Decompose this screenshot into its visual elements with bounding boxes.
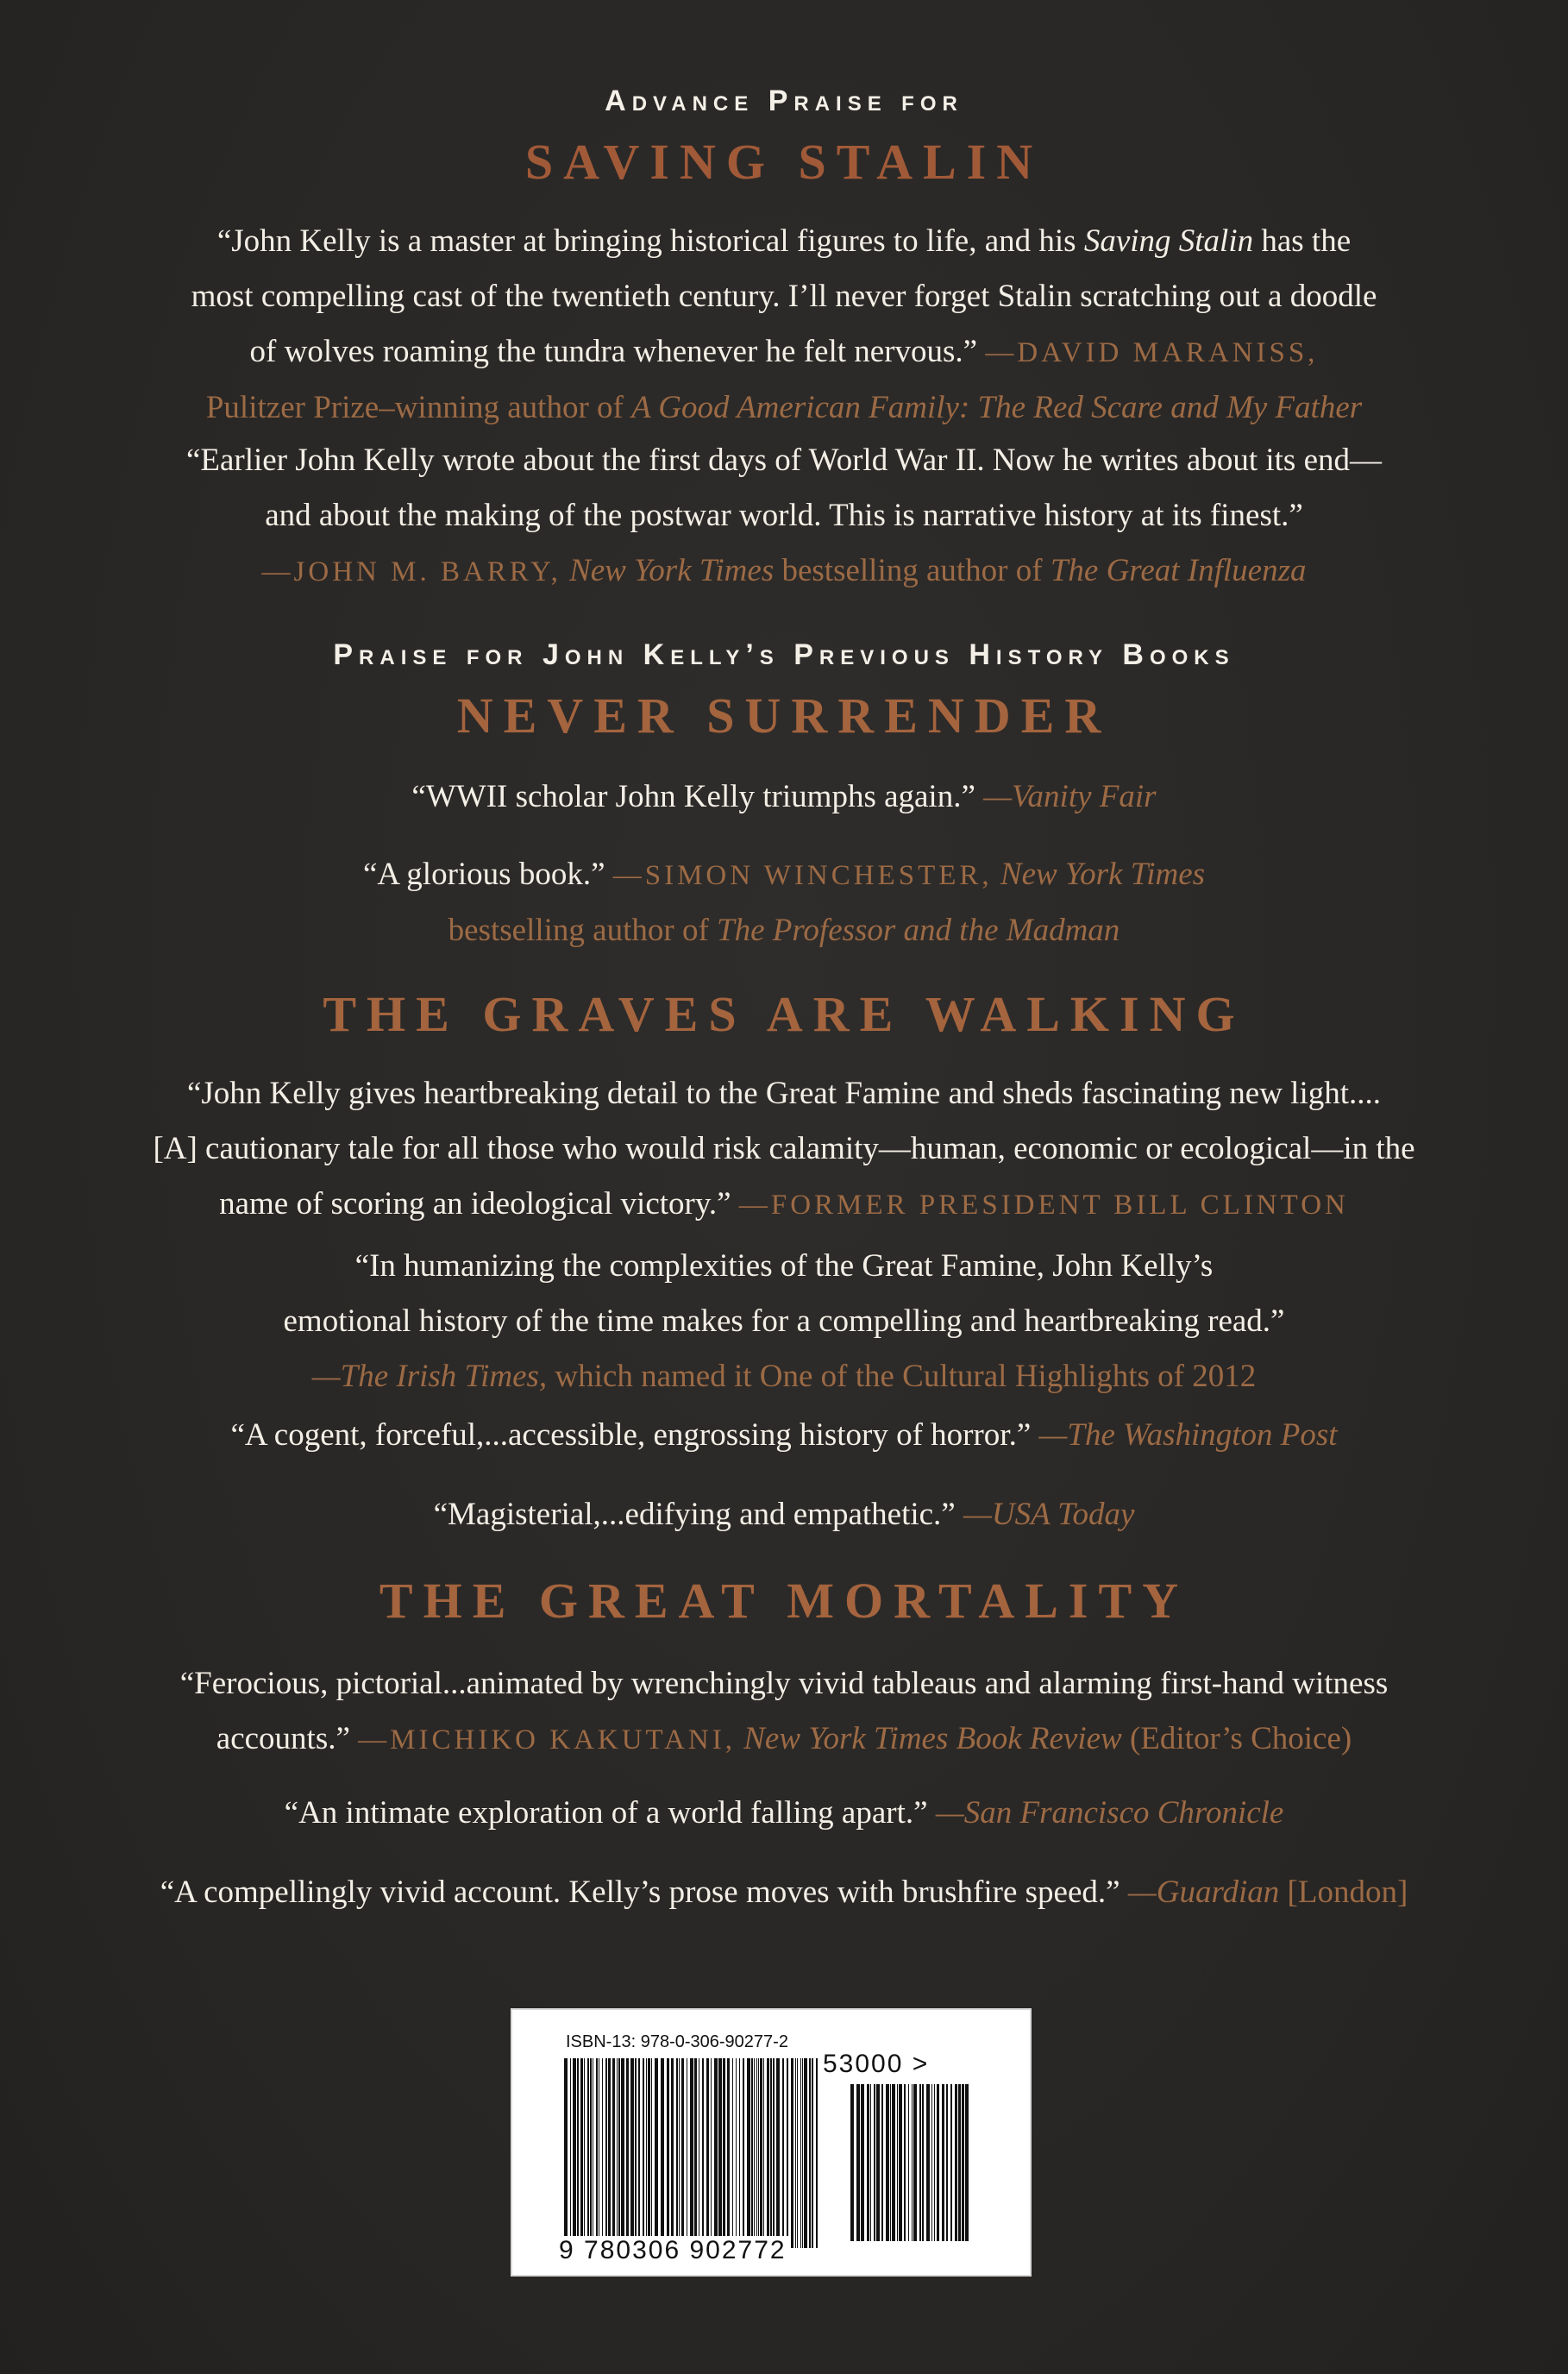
barcode-bar <box>919 2084 921 2241</box>
advance-praise-heading: Advance Praise for <box>605 85 963 117</box>
barcode-bar <box>800 2058 801 2248</box>
barcode-bar <box>770 2058 772 2248</box>
barcode-bar <box>758 2058 759 2248</box>
barcode-bar <box>913 2084 917 2241</box>
barcode-bar <box>937 2084 939 2241</box>
barcode-bar <box>608 2058 611 2248</box>
barcode-bar <box>850 2084 854 2241</box>
barcode-bar <box>756 2058 757 2248</box>
publication: —The Washington Post <box>1038 1417 1338 1453</box>
barcode-bar <box>791 2058 793 2248</box>
quote-line <box>52 1177 1516 1233</box>
barcode-bar <box>736 2058 737 2248</box>
washington-post-quote <box>52 1408 1516 1463</box>
great-mortality-title: THE GREAT MORTALITY <box>379 1573 1189 1629</box>
attribution-text: bestselling author of <box>774 553 1051 588</box>
quote-line: “In humanizing the complexities of the Great Famine, John Kelly’s <box>354 1248 1214 1284</box>
barcode-bar <box>934 2084 935 2241</box>
barcode-bar <box>754 2058 755 2248</box>
barcode-bar <box>596 2058 598 2248</box>
sf-chronicle-quote <box>52 1786 1516 1841</box>
quote-line <box>52 214 1516 269</box>
guardian-quote <box>52 1865 1516 1920</box>
barcode-bar <box>782 2058 784 2248</box>
quote-text: has the <box>1253 223 1352 259</box>
publication: —Vanity Fair <box>983 779 1157 814</box>
quote-text: “An intimate exploration of a world falling apart.” <box>284 1795 928 1831</box>
barcode-bar <box>955 2084 957 2241</box>
barcode-bar <box>787 2058 788 2248</box>
barcode-bar <box>612 2058 615 2248</box>
barcode-bar <box>809 2058 811 2248</box>
barcode-bar <box>861 2084 864 2241</box>
attribution-text: which named it One of the Cultural Highlights of 2012 <box>547 1359 1257 1394</box>
barcode-bar <box>776 2058 780 2248</box>
barcode-bar <box>899 2084 902 2241</box>
vanity-fair-quote <box>52 769 1516 825</box>
book-title: A Good American Family: The Red Scare and My Father <box>631 390 1363 425</box>
clinton-quote <box>52 1066 1516 1233</box>
barcode-bar <box>747 2058 750 2248</box>
quote-text: accounts.” <box>216 1721 350 1756</box>
quote-text: of wolves roaming the tundra whenever he felt nervous.” <box>249 334 978 369</box>
barcode-bar <box>876 2084 880 2241</box>
barcode-bar <box>867 2084 869 2241</box>
barcode-bar <box>577 2058 579 2248</box>
barcode-bar <box>676 2058 678 2248</box>
barcode-bar <box>922 2084 924 2241</box>
barcode-bar <box>760 2058 762 2248</box>
barcode-bar <box>635 2058 637 2248</box>
barcode-bar <box>590 2058 592 2248</box>
attribution-name: —FORMER PRESIDENT BILL CLINTON <box>738 1190 1349 1221</box>
barcode-bar <box>605 2058 607 2248</box>
barcode-bar <box>679 2058 680 2248</box>
attribution-name: —JOHN M. BARRY, <box>261 556 561 587</box>
barcode-bar <box>718 2058 722 2248</box>
barcode-bar <box>602 2058 603 2248</box>
quote-text: name of scoring an ideological victory.” <box>219 1186 731 1222</box>
barcode-bar <box>908 2084 909 2241</box>
barcode-bar <box>942 2084 944 2241</box>
publication: —Guardian <box>1127 1875 1280 1910</box>
barcode-bar <box>958 2084 961 2241</box>
quote-line: “Earlier John Kelly wrote about the first days of World War II. Now he writes about its end— <box>185 443 1382 478</box>
quote-text: “A compellingly vivid account. Kelly’s prose moves with brushfire speed.” <box>160 1875 1120 1910</box>
barcode-digits: 9 780306 902772 <box>559 2236 787 2264</box>
barcode-label <box>511 2008 1032 2277</box>
quote-line: [A] cautionary tale for all those who would risk calamity—human, economic or ecological—in the <box>153 1131 1415 1166</box>
barcode-bar <box>617 2058 618 2248</box>
barcode-bar <box>584 2058 585 2248</box>
book-title: The Professor and the Madman <box>717 913 1120 948</box>
barcode-bar <box>706 2058 709 2248</box>
publication: New York Times <box>569 553 775 588</box>
barcode-bar <box>874 2084 875 2241</box>
barry-quote <box>52 433 1516 600</box>
quote-line: most compelling cast of the twentieth century. I’ll never forget Stalin scratching out a doodle <box>191 279 1377 314</box>
quote-text: “WWII scholar John Kelly triumphs again.” <box>411 779 975 814</box>
barcode-bar <box>816 2058 818 2248</box>
attribution-text: Pulitzer Prize–winning author of <box>205 390 632 425</box>
quote-text: “Magisterial,...edifying and empathetic.” <box>433 1497 956 1532</box>
barcode-bar <box>931 2084 932 2241</box>
barcode-bar <box>570 2058 571 2248</box>
attribution-line <box>52 543 1516 600</box>
barcode-bar <box>773 2058 775 2248</box>
book-title: Saving Stalin <box>1083 223 1254 259</box>
usa-today-quote <box>52 1487 1516 1542</box>
barcode-bar <box>904 2084 906 2241</box>
winchester-quote <box>52 847 1516 958</box>
barcode-bar <box>892 2084 895 2241</box>
quote-line: “John Kelly gives heartbreaking detail to the Great Famine and sheds fascinating new light.... <box>186 1076 1382 1111</box>
barcode-bar <box>648 2058 650 2248</box>
barcode-bar <box>965 2084 969 2241</box>
irish-times-quote <box>52 1239 1516 1404</box>
barcode-bar <box>926 2084 930 2241</box>
quote-line: emotional history of the time makes for a compelling and heartbreaking read.” <box>283 1303 1285 1339</box>
quote-line: “Ferocious, pictorial...animated by wrenchingly vivid tableaus and alarming first-hand witness <box>179 1666 1389 1701</box>
barcode-bar <box>812 2058 813 2248</box>
barcode-bar <box>804 2058 807 2248</box>
quote-line: and about the making of the postwar world. This is narrative history at its finest.” <box>265 498 1303 533</box>
barcode-bar <box>626 2058 629 2248</box>
attribution-line <box>52 1349 1516 1404</box>
attribution-name: —DAVID MARANISS, <box>985 337 1319 368</box>
barcode-bar <box>797 2058 798 2248</box>
isbn-barcode <box>564 2058 823 2248</box>
attribution-text: bestselling author of <box>448 913 718 948</box>
barcode-bar <box>962 2084 964 2241</box>
publication: New York Times Book Review <box>743 1721 1122 1756</box>
publication: New York Times <box>1000 857 1206 892</box>
barcode-bar <box>714 2058 718 2248</box>
quote-text: “A glorious book.” <box>362 857 605 892</box>
previous-books-heading: Praise for John Kelly’s Previous History Books <box>333 638 1235 671</box>
barcode-bar <box>763 2058 764 2248</box>
barcode-bar <box>881 2084 883 2241</box>
barcode-bar <box>655 2058 658 2248</box>
saving-stalin-title: SAVING STALIN <box>524 134 1044 190</box>
barcode-bar <box>702 2058 704 2248</box>
barcode-bar <box>667 2058 669 2248</box>
quote-line <box>52 324 1516 380</box>
attribution-name: —MICHIKO KAKUTANI, <box>358 1724 736 1755</box>
kakutani-quote <box>52 1656 1516 1768</box>
quote-line <box>52 1711 1516 1768</box>
barcode-bar <box>681 2058 684 2248</box>
barcode-bar <box>856 2084 860 2241</box>
publication: —San Francisco Chronicle <box>935 1795 1284 1831</box>
barcode-bar <box>751 2058 753 2248</box>
barcode-bar <box>870 2084 871 2241</box>
publication: —The Irish Times, <box>311 1359 548 1394</box>
barcode-bar <box>651 2058 652 2248</box>
attribution-text: [London] <box>1279 1875 1408 1910</box>
barcode-bar <box>587 2058 589 2248</box>
barcode-bar <box>711 2058 712 2248</box>
barcode-bar <box>690 2058 693 2248</box>
barcode-bar <box>727 2058 730 2248</box>
barcode-bar <box>564 2058 568 2248</box>
never-surrender-title: NEVER SURRENDER <box>456 688 1112 744</box>
barcode-bar <box>694 2058 697 2248</box>
price-code: 53000 > <box>823 2050 930 2078</box>
barcode-bar <box>897 2084 898 2241</box>
barcode-bar <box>739 2058 740 2248</box>
barcode-bar <box>732 2058 733 2248</box>
barcode-bar <box>630 2058 634 2248</box>
barcode-bar <box>661 2058 664 2248</box>
barcode-bar <box>638 2058 640 2248</box>
quote-text: “John Kelly is a master at bringing historical figures to life, and his <box>216 223 1084 259</box>
barcode-bar <box>580 2058 583 2248</box>
barcode-bar <box>646 2058 647 2248</box>
barcode-bar <box>890 2084 891 2241</box>
barcode-bar <box>643 2058 644 2248</box>
isbn-text: ISBN-13: 978-0-306-90277-2 <box>566 2032 788 2051</box>
barcode-bar <box>621 2058 624 2248</box>
attribution-name: —SIMON WINCHESTER, <box>612 860 993 891</box>
barcode-bar <box>573 2058 576 2248</box>
publication: —USA Today <box>963 1497 1135 1532</box>
book-title: The Great Influenza <box>1050 553 1307 588</box>
graves-title: THE GRAVES ARE WALKING <box>323 986 1245 1042</box>
barcode-bar <box>912 2084 913 2241</box>
barcode-bar <box>723 2058 725 2248</box>
barcode-bar <box>671 2058 674 2248</box>
barcode-bar <box>618 2058 620 2248</box>
barcode-bar <box>795 2058 796 2248</box>
quote-line <box>52 847 1516 903</box>
quote-text: “A cogent, forceful,...accessible, engrossing history of horror.” <box>230 1417 1032 1453</box>
attribution-line <box>52 380 1516 436</box>
barcode-bar <box>743 2058 744 2248</box>
barcode-bar <box>767 2058 769 2248</box>
barcode-bar <box>886 2084 889 2241</box>
price-barcode <box>850 2084 971 2241</box>
attribution-line <box>52 903 1516 958</box>
maraniss-quote <box>52 214 1516 436</box>
attribution-text: (Editor’s Choice) <box>1121 1721 1352 1756</box>
barcode-bar <box>950 2084 952 2241</box>
barcode-bar <box>946 2084 948 2241</box>
barcode-bar <box>802 2058 803 2248</box>
